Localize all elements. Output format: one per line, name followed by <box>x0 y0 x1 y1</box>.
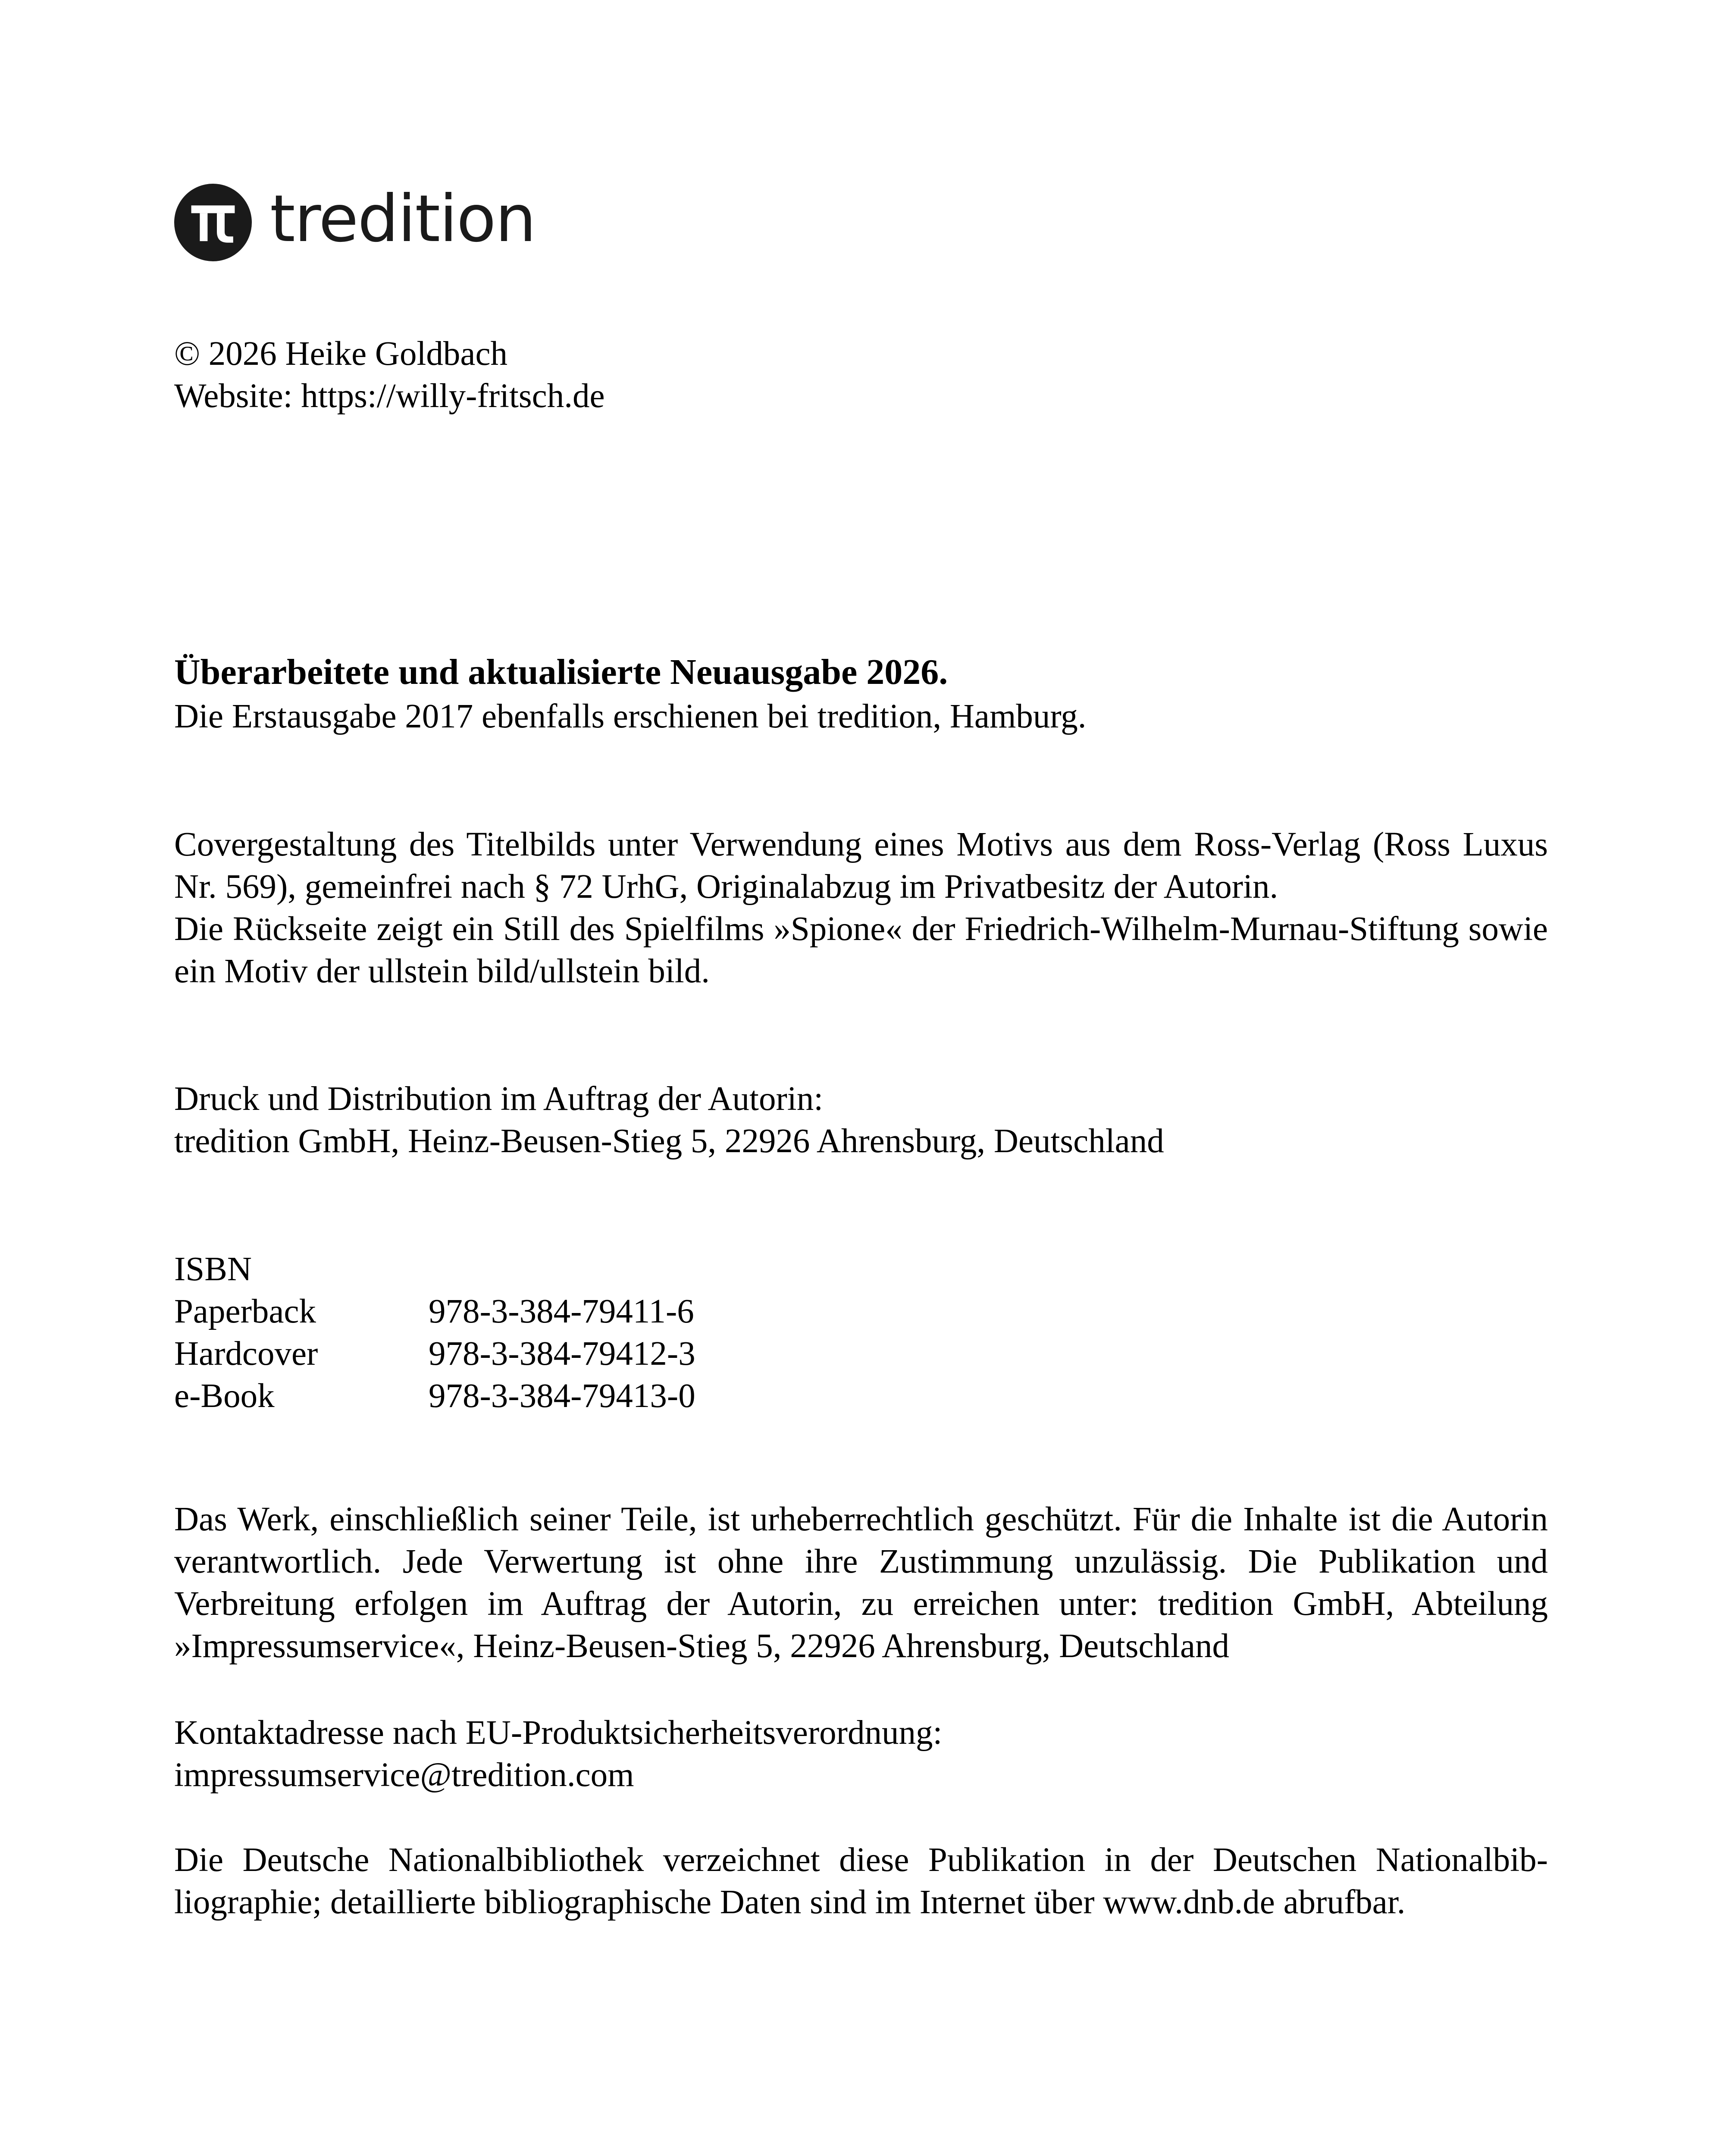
contact-email: impressumservice@tredition.com <box>174 1756 634 1794</box>
isbn-row <box>174 1375 695 1417</box>
isbn-number: 978-3-384-79412-3 <box>429 1335 695 1373</box>
contact-line: Kontaktadresse nach EU-Produktsicherheitsverordnung: <box>174 1714 943 1752</box>
first-edition-line: Die Erstausgabe 2017 ebenfalls erschienen bei tredition, Hamburg. <box>174 698 1087 735</box>
isbn-number: 978-3-384-79413-0 <box>429 1377 695 1415</box>
distribution-line-2: tredition GmbH, Heinz-Beusen-Stieg 5, 22926 Ahrensburg, Deutschland <box>174 1122 1164 1160</box>
isbn-number: 978-3-384-79411-6 <box>429 1293 694 1330</box>
legal-paragraph: Das Werk, einschließlich seiner Teile, ist urheberrechtlich geschützt. Für die Inhalte ist die Autorin verantwortlich. Jede Verwertung ist ohne ihre Zustimmung unzulässig. Die Publikation und Verbreitung erfolgen im Auftrag der Autorin, zu erreichen unter: tredition GmbH, Abteilung »Impressumservice«, Heinz-Beusen-Stieg 5, 22926 Ahrensburg, Deutschland <box>174 1501 1548 1665</box>
isbn-format: Hardcover <box>174 1335 318 1373</box>
publisher-logo <box>174 184 536 261</box>
isbn-row <box>174 1333 695 1375</box>
cover-paragraph-2: Die Rückseite zeigt ein Still des Spielfilms »Spione« der Friedrich-Wilhelm-Murnau-Stiftung sowie ein Motiv der ullstein bild/ullstein bild. <box>174 910 1548 990</box>
isbn-table <box>174 1291 695 1417</box>
dnb-block <box>174 1839 1548 1924</box>
isbn-format: Paperback <box>174 1293 316 1330</box>
copyright-line: © 2026 Heike Goldbach <box>174 335 508 373</box>
distribution-line-1: Druck und Distribution im Auftrag der Autorin: <box>174 1080 824 1118</box>
publisher-wordmark: tredition <box>270 182 536 257</box>
edition-heading: Überarbeitete und aktualisierte Neuausgabe 2026. <box>174 652 948 692</box>
dnb-paragraph: Die Deutsche Nationalbibliothek verzeichnet diese Publikation in der Deutschen Nationalbibliographie; detaillierte bibliographische Daten sind im Internet über www.dnb.de abrufbar. <box>174 1841 1548 1921</box>
isbn-heading: ISBN <box>174 1250 252 1288</box>
tredition-logo-icon <box>174 184 252 261</box>
website-line: Website: https://willy-fritsch.de <box>174 377 605 415</box>
isbn-format: e-Book <box>174 1377 275 1415</box>
cover-paragraph-1: Covergestaltung des Titelbilds unter Verwendung eines Motivs aus dem Ross-Verlag (Ross Luxus Nr. 569), gemeinfrei nach § 72 UrhG, Originalabzug im Privatbesitz der Autorin. <box>174 826 1548 906</box>
edition-block <box>174 649 1548 738</box>
cover-credits-block <box>174 824 1548 993</box>
legal-notice-block <box>174 1498 1548 1667</box>
contact-block <box>174 1712 1548 1796</box>
copyright-block <box>174 333 1548 417</box>
distribution-block <box>174 1078 1548 1163</box>
isbn-row <box>174 1291 695 1333</box>
isbn-block <box>174 1248 1548 1417</box>
